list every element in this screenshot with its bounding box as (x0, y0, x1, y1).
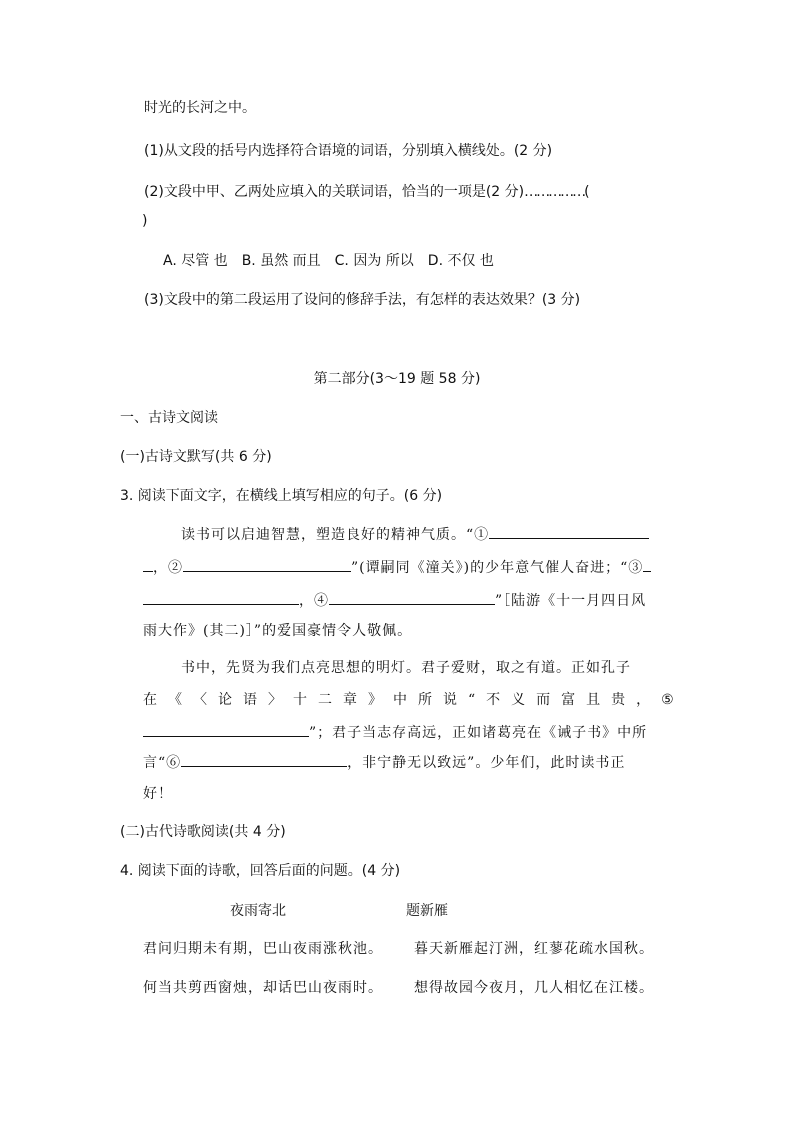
question-4-title: 4. 阅读下面的诗歌，回答后面的问题。(4 分) (120, 863, 401, 879)
p2-char: 富 (561, 692, 577, 708)
section-1-heading: 一、古诗文阅读 (120, 410, 218, 426)
answer-blank-4[interactable] (329, 590, 495, 605)
poem-1-line-1: 君问归期未有期，巴山夜雨涨秋池。 (143, 941, 383, 957)
passage-p1-line3 (143, 590, 646, 611)
p2-char: 在 (143, 692, 158, 708)
poem-2-title: 题新雁 (406, 903, 448, 919)
p2-char: 十 (293, 692, 308, 708)
continuation-line: 时光的长河之中。 (144, 100, 256, 116)
passage-p2-line3 (143, 722, 647, 743)
question-1-2-text: (2)文段中甲、乙两处应填入的关联词语，恰当的一项是(2 分) (144, 184, 525, 200)
option-a: A. 尽管 也 (163, 253, 228, 269)
p2-char: 语 (243, 692, 258, 708)
option-b: B. 虽然 而且 (241, 253, 321, 269)
p2-char: ， (636, 692, 652, 708)
question-3-title: 3. 阅读下面文字，在横线上填写相应的句子。(6 分) (120, 488, 443, 504)
part-2-title: 第二部分(3～19 题 58 分) (313, 371, 481, 387)
answer-blank-5[interactable] (143, 722, 309, 737)
passage-p1-line1 (181, 524, 649, 545)
passage-p1-line2-a: ，② (153, 560, 183, 576)
passage-p2-line2 (143, 690, 675, 710)
passage-p2-line4 (143, 752, 625, 773)
option-d: D. 不仅 也 (427, 253, 494, 269)
subsection-1-heading: (一)古诗文默写(共 6 分) (120, 449, 272, 465)
p2-char: 〈 (193, 692, 208, 708)
question-1-2-dots: ……………( (524, 184, 588, 200)
p2-char: 二 (318, 692, 333, 708)
passage-p2-line4-a: 言“⑥ (143, 755, 182, 771)
answer-blank-2[interactable] (183, 557, 351, 572)
p2-char: 〉 (268, 692, 283, 708)
passage-p2-line1: 书中，先贤为我们点亮思想的明灯。君子爱财，取之有道。正如孔子 (181, 660, 631, 676)
answer-blank-3[interactable] (143, 590, 299, 605)
passage-p1-line2 (143, 557, 651, 578)
p2-char: 中 (393, 692, 408, 708)
p2-char: 说 (443, 692, 458, 708)
p2-char: 论 (218, 692, 233, 708)
poem-2-line-1: 暮天新雁起汀洲，红蓼花疏水国秋。 (414, 941, 654, 957)
options-row (163, 251, 494, 271)
answer-blank-6[interactable] (181, 752, 347, 767)
p2-char: 《 (168, 692, 183, 708)
answer-blank-1-cont[interactable] (143, 557, 153, 572)
passage-p2-line5: 好！ (143, 786, 173, 802)
question-1-3: (3)文段中的第二段运用了设问的修辞手法，有怎样的表达效果？(3 分) (144, 292, 581, 308)
passage-p2-line4-b: ，非宁静无以致远”。少年们，此时读书正 (347, 755, 626, 771)
passage-p1-line2-b: ”(谭嗣同《潼关》)的少年意气催人奋进；“③ (351, 560, 644, 576)
p2-char: 章 (343, 692, 358, 708)
p2-char: 》 (368, 692, 383, 708)
passage-p1-line3-a: ，④ (299, 593, 329, 609)
p2-char: ⑤ (661, 692, 675, 708)
p2-char: 不 (486, 692, 502, 708)
p2-char: “ (468, 692, 477, 708)
passage-p1-line3-b: ”［陆游《十一月四日风 (495, 593, 647, 609)
passage-p1-line1-text: 读书可以启迪智慧，塑造良好的精神气质。“① (181, 527, 490, 543)
p2-char: 贵 (611, 692, 627, 708)
poem-1-title: 夜雨寄北 (230, 903, 286, 919)
answer-blank-1[interactable] (489, 524, 649, 539)
option-c: C. 因为 所以 (334, 253, 414, 269)
answer-blank-3-start[interactable] (643, 557, 651, 572)
question-1-2-close: ) (142, 213, 148, 229)
p2-char: 且 (586, 692, 602, 708)
p2-char: 而 (536, 692, 552, 708)
question-1-1: (1)从文段的括号内选择符合语境的词语，分别填入横线处。(2 分) (144, 143, 553, 159)
p2-char: 所 (418, 692, 433, 708)
poem-2-line-2: 想得故园今夜月，几人相忆在江楼。 (414, 980, 654, 996)
p2-char: 义 (511, 692, 527, 708)
passage-p1-line4: 雨大作》(其二)］”的爱国豪情令人敬佩。 (143, 623, 413, 639)
poem-1-line-2: 何当共剪西窗烛，却话巴山夜雨时。 (143, 980, 383, 996)
subsection-2-heading: (二)古代诗歌阅读(共 4 分) (120, 824, 286, 840)
question-1-2 (144, 182, 588, 202)
passage-p2-line3-text: ”；君子当志存高远，正如诸葛亮在《诫子书》中所 (309, 725, 648, 741)
